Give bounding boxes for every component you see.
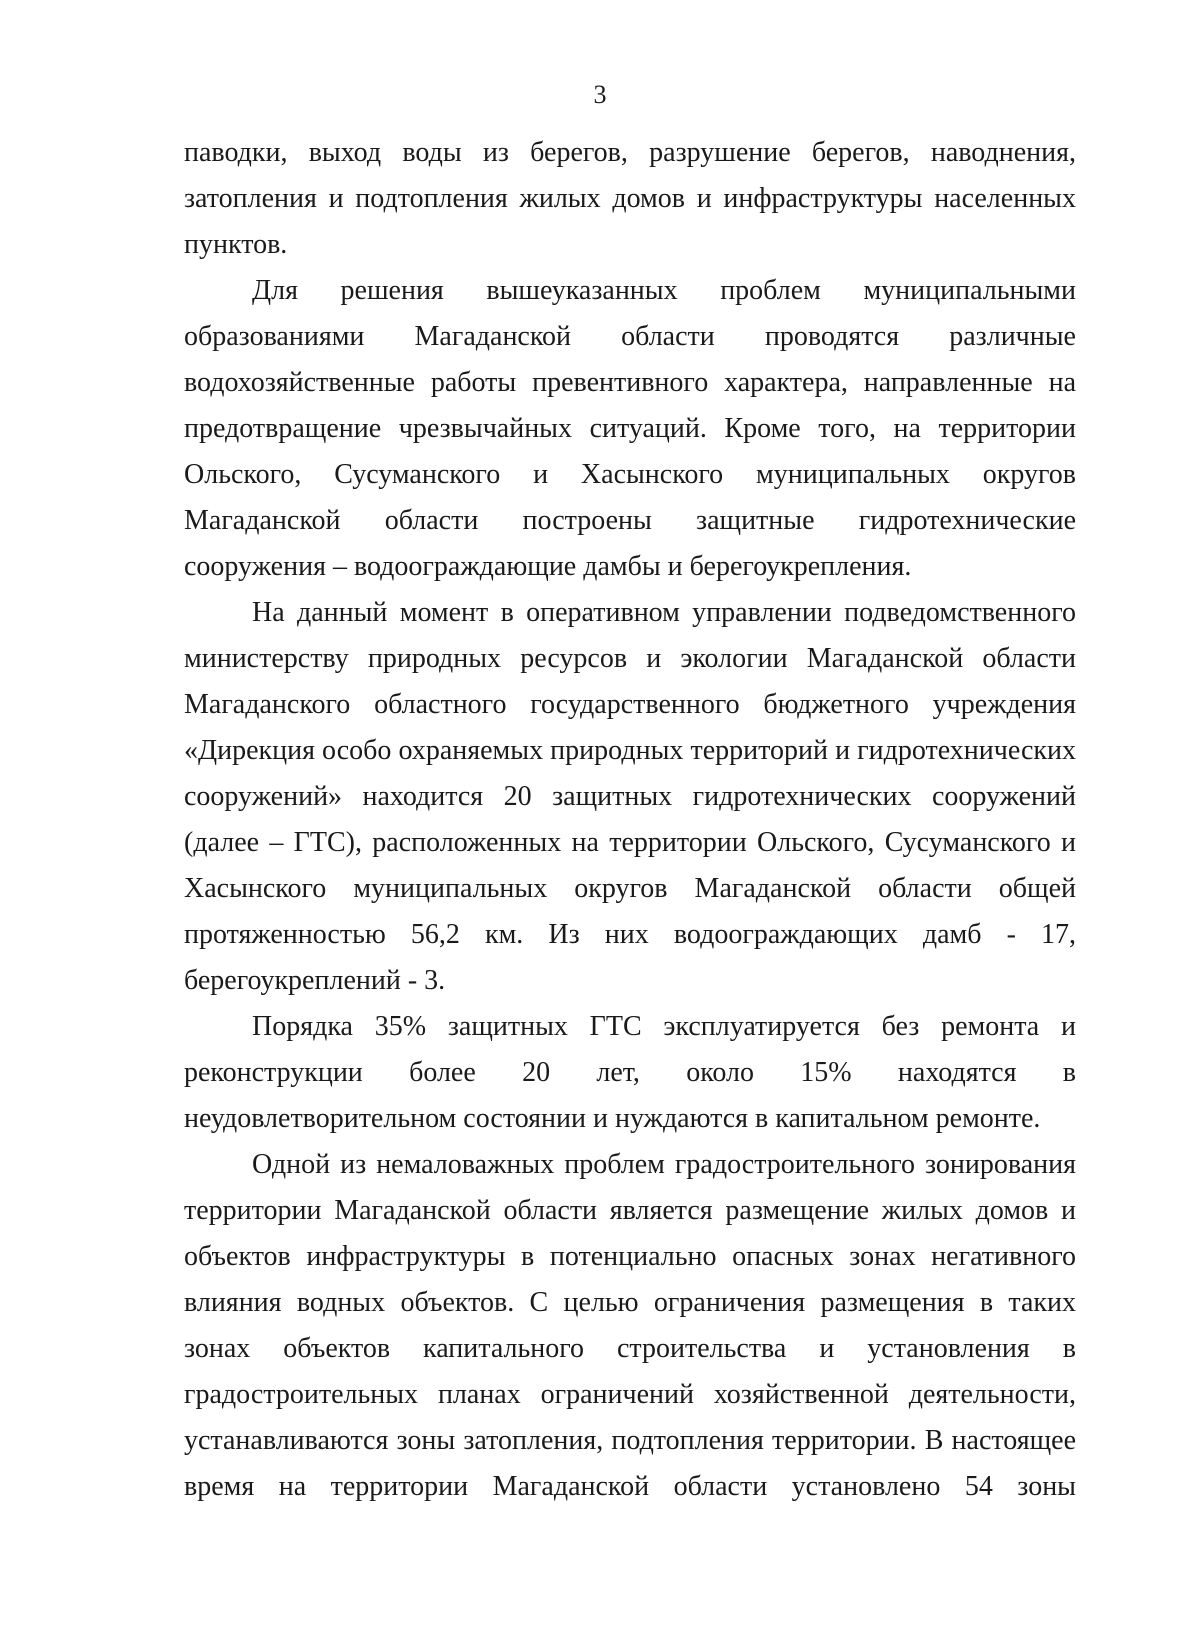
paragraph-3: На данный момент в оперативном управлении подведомственного министерству природных ресурсов и экологии Магаданской области Магаданского областного государственного бюджетного учреждения «Дирекция особо охраняемых природных территорий и гидротехнических сооружений» находится 20 защитных гидротехнических сооружений (далее – ГТС), расположенных на территории Ольского, Сусуманского и Хасынского муниципальных округов Магаданской области общей протяженностью 56,2 км. Из них водоограждающих дамб - 17, берегоукреплений - 3. <box>184 597 1076 996</box>
paragraph-2: Для решения вышеуказанных проблем муниципальными образованиями Магаданской области проводятся различные водохозяйственные работы превентивного характера, направленные на предотвращение чрезвычайных ситуаций. Кроме того, на территории Ольского, Сусуманского и Хасынского муниципальных округов Магаданской области построены защитные гидротехнические сооружения – водоограждающие дамбы и берегоукрепления. <box>184 275 1076 582</box>
document-body <box>184 130 1076 1510</box>
paragraph-4: Порядка 35% защитных ГТС эксплуатируется без ремонта и реконструкции более 20 лет, около 15% находятся в неудовлетворительном состоянии и нуждаются в капитальном ремонте. <box>184 1011 1076 1134</box>
paragraph-1: паводки, выход воды из берегов, разрушение берегов, наводнения, затопления и подтопления жилых домов и инфраструктуры населенных пунктов. <box>184 137 1076 260</box>
paragraph-5: Одной из немаловажных проблем градостроительного зонирования территории Магаданской области является размещение жилых домов и объектов инфраструктуры в потенциально опасных зонах негативного влияния водных объектов. С целью ограничения размещения в таких зонах объектов капитального строительства и установления в градостроительных планах ограничений хозяйственной деятельности, устанавливаются зоны затопления, подтопления территории. В настоящее время на территории Магаданской области установлено 54 зоны <box>184 1149 1076 1502</box>
page-number: 3 <box>593 80 607 109</box>
